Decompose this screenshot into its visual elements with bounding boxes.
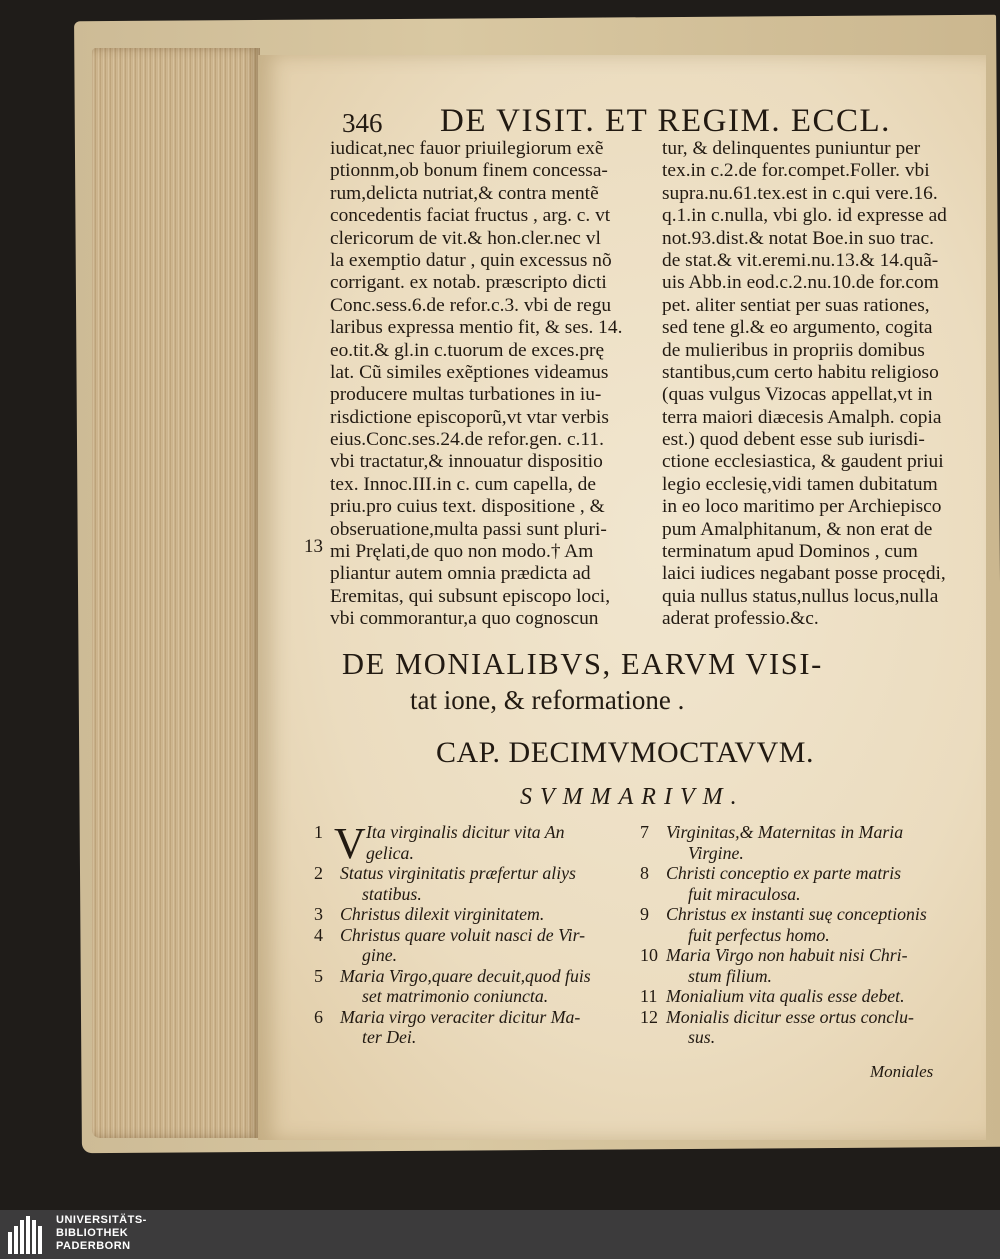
text-line: lat. Cũ similes exẽptiones videamus — [330, 361, 609, 383]
text-line: laici iudices negabant posse procędi, — [662, 563, 946, 585]
summary-entry — [640, 904, 962, 945]
text-line: in eo loco maritimo per Archiepisco — [662, 496, 942, 518]
summary-entry-number: 8 — [640, 863, 649, 883]
text-line: quia nullus status,nullus locus,nulla — [662, 585, 939, 607]
text-line: est.) quod debent esse sub iurisdi- — [662, 429, 925, 451]
margin-note-number: 13 — [304, 536, 323, 557]
text-line: stantibus,cum certo habitu religioso — [662, 361, 939, 383]
text-line: producere multas turbationes in iu- — [330, 384, 602, 406]
summary-entry — [640, 863, 962, 904]
summary-entry-text: Maria Virgo non habuit nisi Chri- — [666, 945, 908, 965]
chapter-title: CAP. DECIMVMOCTAVVM. — [436, 736, 814, 769]
text-line: (quas vulgus Vizocas appellat,vt in — [662, 384, 933, 406]
text-line: terra maiori diæcesis Amalph. copia — [662, 406, 942, 428]
page-number: 346 — [342, 108, 383, 138]
summary-entry-text: ter Dei. — [362, 1027, 417, 1047]
summary-entry-text: set matrimonio coniuncta. — [362, 986, 549, 1006]
library-footer — [0, 1210, 1000, 1259]
summary-entry-text: fuit perfectus homo. — [688, 924, 830, 945]
summary-entry — [640, 986, 962, 1007]
summary-entry-number: 11 — [640, 986, 658, 1006]
decorated-initial: V — [334, 819, 366, 868]
summary-entry-number: 12 — [640, 1006, 658, 1027]
text-line: corrigant. ex notab. præscripto dicti — [330, 272, 607, 294]
summary-entry — [314, 863, 634, 904]
summary-entry-text: stum filium. — [688, 965, 772, 986]
library-logo-icon — [8, 1216, 48, 1254]
library-name — [56, 1214, 147, 1253]
summary-entry-text: statibus. — [362, 883, 422, 904]
summary-entry — [314, 1007, 634, 1048]
text-line: tex. Innoc.III.in c. cum capella, de — [330, 473, 596, 495]
summary-entry-number: 3 — [314, 904, 323, 924]
section-title-line-1: DE MONIALIBVS, EARVM VISI- — [342, 647, 823, 681]
summary-entry-text: Ita virginalis dicitur vita An — [366, 822, 565, 842]
library-name-line: PADERBORN — [56, 1240, 131, 1252]
text-line: pum Amalphitanum, & non erat de — [662, 518, 933, 540]
summary-entry-number: 1 — [314, 822, 323, 842]
text-line: ptionnm,ob bonum finem concessa- — [330, 160, 608, 182]
summary-entry — [314, 904, 634, 925]
summary-entry — [640, 822, 962, 863]
summary-entry-number: 2 — [314, 863, 323, 883]
text-line: vbi tractatur,& innouatur dispositio — [330, 451, 603, 473]
section-title-line-2: tat ione, & reformatione . — [410, 685, 685, 715]
text-line: legio ecclesię,vidi tamen dubitatum — [662, 473, 938, 495]
text-line: eius.Conc.ses.24.de refor.gen. c.11. — [330, 429, 604, 451]
text-line: tur, & delinquentes puniuntur per — [662, 138, 921, 159]
text-line: clericorum de vit.& hon.cler.nec vl — [330, 227, 601, 249]
summary-entry-text: Christus ex instanti suę conceptionis — [666, 904, 927, 924]
text-line: ctione ecclesiastica, & gaudent priui — [662, 451, 944, 473]
summary-entry-text: Christi conceptio ex parte matris — [666, 863, 902, 883]
summary-entry — [640, 1007, 962, 1048]
text-line: sed tene gl.& eo argumento, cogita — [662, 317, 933, 339]
summary-entry-text: Status virginitatis præfertur aliys — [340, 863, 576, 883]
section-title — [342, 646, 962, 718]
summary-entry-text: Virginitas,& Maternitas in Maria — [666, 822, 904, 842]
summary-entry-number: 7 — [640, 822, 649, 842]
text-line: concedentis faciat fructus , arg. c. vt — [330, 205, 611, 227]
summary-entry-text: Virgine. — [688, 842, 744, 863]
summary-entry-number: 5 — [314, 965, 323, 986]
text-line: rum,delicta nutriat,& contra mentẽ — [330, 182, 599, 204]
text-line: aderat professio.&c. — [662, 608, 819, 630]
text-line: laribus expressa mentio fit, & ses. 14. — [330, 317, 623, 339]
summary-entry-text: Monialis dicitur esse ortus conclu- — [666, 1006, 914, 1027]
summary-entry-text: gelica. — [366, 842, 414, 863]
summary-list-left — [314, 819, 634, 1048]
summary-entry — [314, 819, 634, 868]
text-line: supra.nu.61.tex.est in c.qui vere.16. — [662, 182, 938, 204]
text-line: obseruatione,multa passi sunt pluri- — [330, 518, 607, 540]
text-line: vbi commorantur,a quo cognoscun — [330, 608, 599, 630]
text-column-left — [330, 138, 642, 631]
summary-entry-text: sus. — [688, 1027, 716, 1047]
text-line: uis Abb.in eod.c.2.nu.10.de for.com — [662, 272, 939, 294]
summary-entry — [640, 945, 962, 986]
text-line: iudicat,nec fauor priuilegiorum exẽ — [330, 138, 604, 159]
summary-entry-text: Christus dilexit virginitatem. — [340, 904, 545, 924]
text-line: de stat.& vit.eremi.nu.13.& 14.quã- — [662, 249, 939, 271]
library-name-line: UNIVERSITÄTS- — [56, 1214, 147, 1226]
page-edges — [92, 48, 260, 1138]
summary-list-right — [640, 822, 962, 1048]
summary-entry — [314, 925, 634, 966]
text-line: terminatum apud Dominos , cum — [662, 541, 918, 563]
library-name-line: BIBLIOTHEK — [56, 1227, 129, 1239]
text-column-right — [662, 138, 960, 631]
text-line: pliantur autem omnia prædicta ad — [330, 563, 591, 585]
text-line: risdictione episcoporũ,vt vtar verbis — [330, 406, 609, 428]
summary-entry-text: Maria Virgo,quare decuit,quod fuis — [340, 965, 591, 986]
text-line: de mulieribus in propriis domibus — [662, 339, 925, 361]
text-line: mi Pręlati,de quo non modo.† Am — [330, 541, 594, 563]
text-line: eo.tit.& gl.in c.tuorum de exces.prę — [330, 339, 605, 361]
text-line: Conc.sess.6.de refor.c.3. vbi de regu — [330, 294, 612, 316]
running-head: DE VISIT. ET REGIM. ECCL. — [440, 103, 891, 139]
summary-entry-text: gine. — [362, 945, 398, 965]
summary-entry-number: 4 — [314, 924, 323, 945]
text-line: not.93.dist.& notat Boe.in suo trac. — [662, 227, 934, 249]
summary-entry-number: 9 — [640, 904, 649, 924]
summary-entry — [314, 966, 634, 1007]
summary-heading: SVMMARIVM. — [520, 784, 745, 810]
summary-entry-text: Maria virgo veraciter dicitur Ma- — [340, 1006, 581, 1027]
summary-entry-number: 6 — [314, 1006, 323, 1027]
summary-entry-text: Monialium vita qualis esse debet. — [666, 986, 905, 1006]
summary-entry-text: Christus quare voluit nasci de Vir- — [340, 924, 586, 945]
text-line: la exemptio datur , quin excessus nõ — [330, 249, 612, 271]
text-line: priu.pro cuius text. dispositione , & — [330, 496, 605, 518]
catchword: Moniales — [870, 1062, 934, 1081]
text-line: tex.in c.2.de for.compet.Foller. vbi — [662, 160, 930, 182]
summary-entry-number: 10 — [640, 945, 658, 965]
text-line: pet. aliter sentiat per suas rationes, — [662, 294, 930, 316]
text-line: Eremitas, qui subsunt episcopo loci, — [330, 585, 611, 607]
text-line: q.1.in c.nulla, vbi glo. id expresse ad — [662, 205, 947, 227]
summary-entry-text: fuit miraculosa. — [688, 883, 801, 904]
